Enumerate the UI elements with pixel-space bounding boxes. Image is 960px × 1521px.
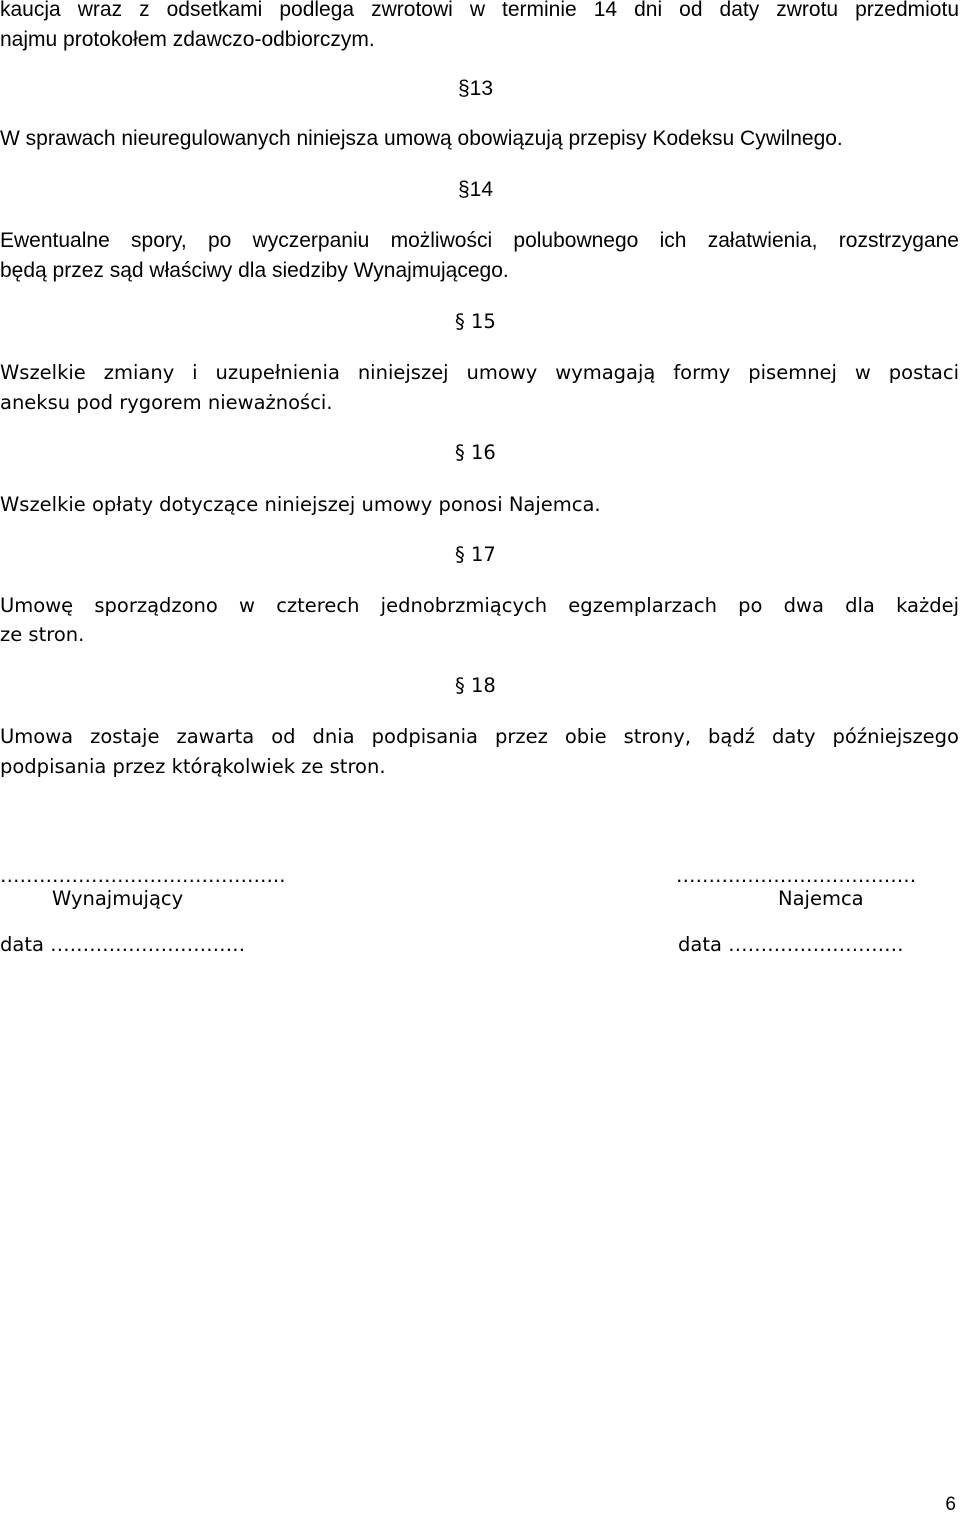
section-18-heading: § 18 xyxy=(455,674,496,697)
tenant-signature-line: ……….……………………… xyxy=(676,864,917,887)
section-16-heading: § 16 xyxy=(455,441,496,464)
page-number: 6 xyxy=(945,1494,956,1515)
intro-line-2: najmu protokołem zdawczo-odbiorczym. xyxy=(0,28,375,51)
section-14-text-line-1: Ewentualne spory, po wyczerpaniu możliwości polubownego ich załatwienia, rozstrzygane xyxy=(0,229,959,252)
intro-line-1: kaucja wraz z odsetkami podlega zwrotowi w terminie 14 dni od daty zwrotu przedmiotu xyxy=(0,0,959,21)
section-14-text-line-2: będą przez sąd właściwy dla siedziby Wynajmującego. xyxy=(0,259,509,282)
section-14-heading: §14 xyxy=(458,178,494,201)
section-15-heading: § 15 xyxy=(455,310,496,333)
section-16-text: Wszelkie opłaty dotyczące niniejszej umowy ponosi Najemca. xyxy=(0,493,601,516)
section-13-text: W sprawach nieuregulowanych niniejsza umową obowiązują przepisy Kodeksu Cywilnego. xyxy=(0,127,843,150)
section-17-heading: § 17 xyxy=(455,543,496,566)
section-15-text-line-1: Wszelkie zmiany i uzupełnienia niniejszej umowy wymagają formy pisemnej w postaci xyxy=(0,361,959,384)
landlord-label: Wynajmujący xyxy=(52,887,184,910)
tenant-date-line: data ……………………… xyxy=(678,933,904,956)
landlord-date-line: data ………………………… xyxy=(0,933,246,956)
section-13-heading: §13 xyxy=(458,77,494,100)
section-17-text-line-2: ze stron. xyxy=(0,623,85,646)
section-17-text-line-1: Umowę sporządzono w czterech jednobrzmiących egzemplarzach po dwa dla każdej xyxy=(0,594,959,617)
section-18-text-line-1: Umowa zostaje zawarta od dnia podpisania przez obie strony, bądź daty późniejszego xyxy=(0,725,959,748)
section-18-text-line-2: podpisania przez którąkolwiek ze stron. xyxy=(0,755,386,778)
section-15-text-line-2: aneksu pod rygorem nieważności. xyxy=(0,391,333,414)
landlord-signature-line: …………………………………….. xyxy=(0,864,286,887)
tenant-label: Najemca xyxy=(778,887,864,910)
